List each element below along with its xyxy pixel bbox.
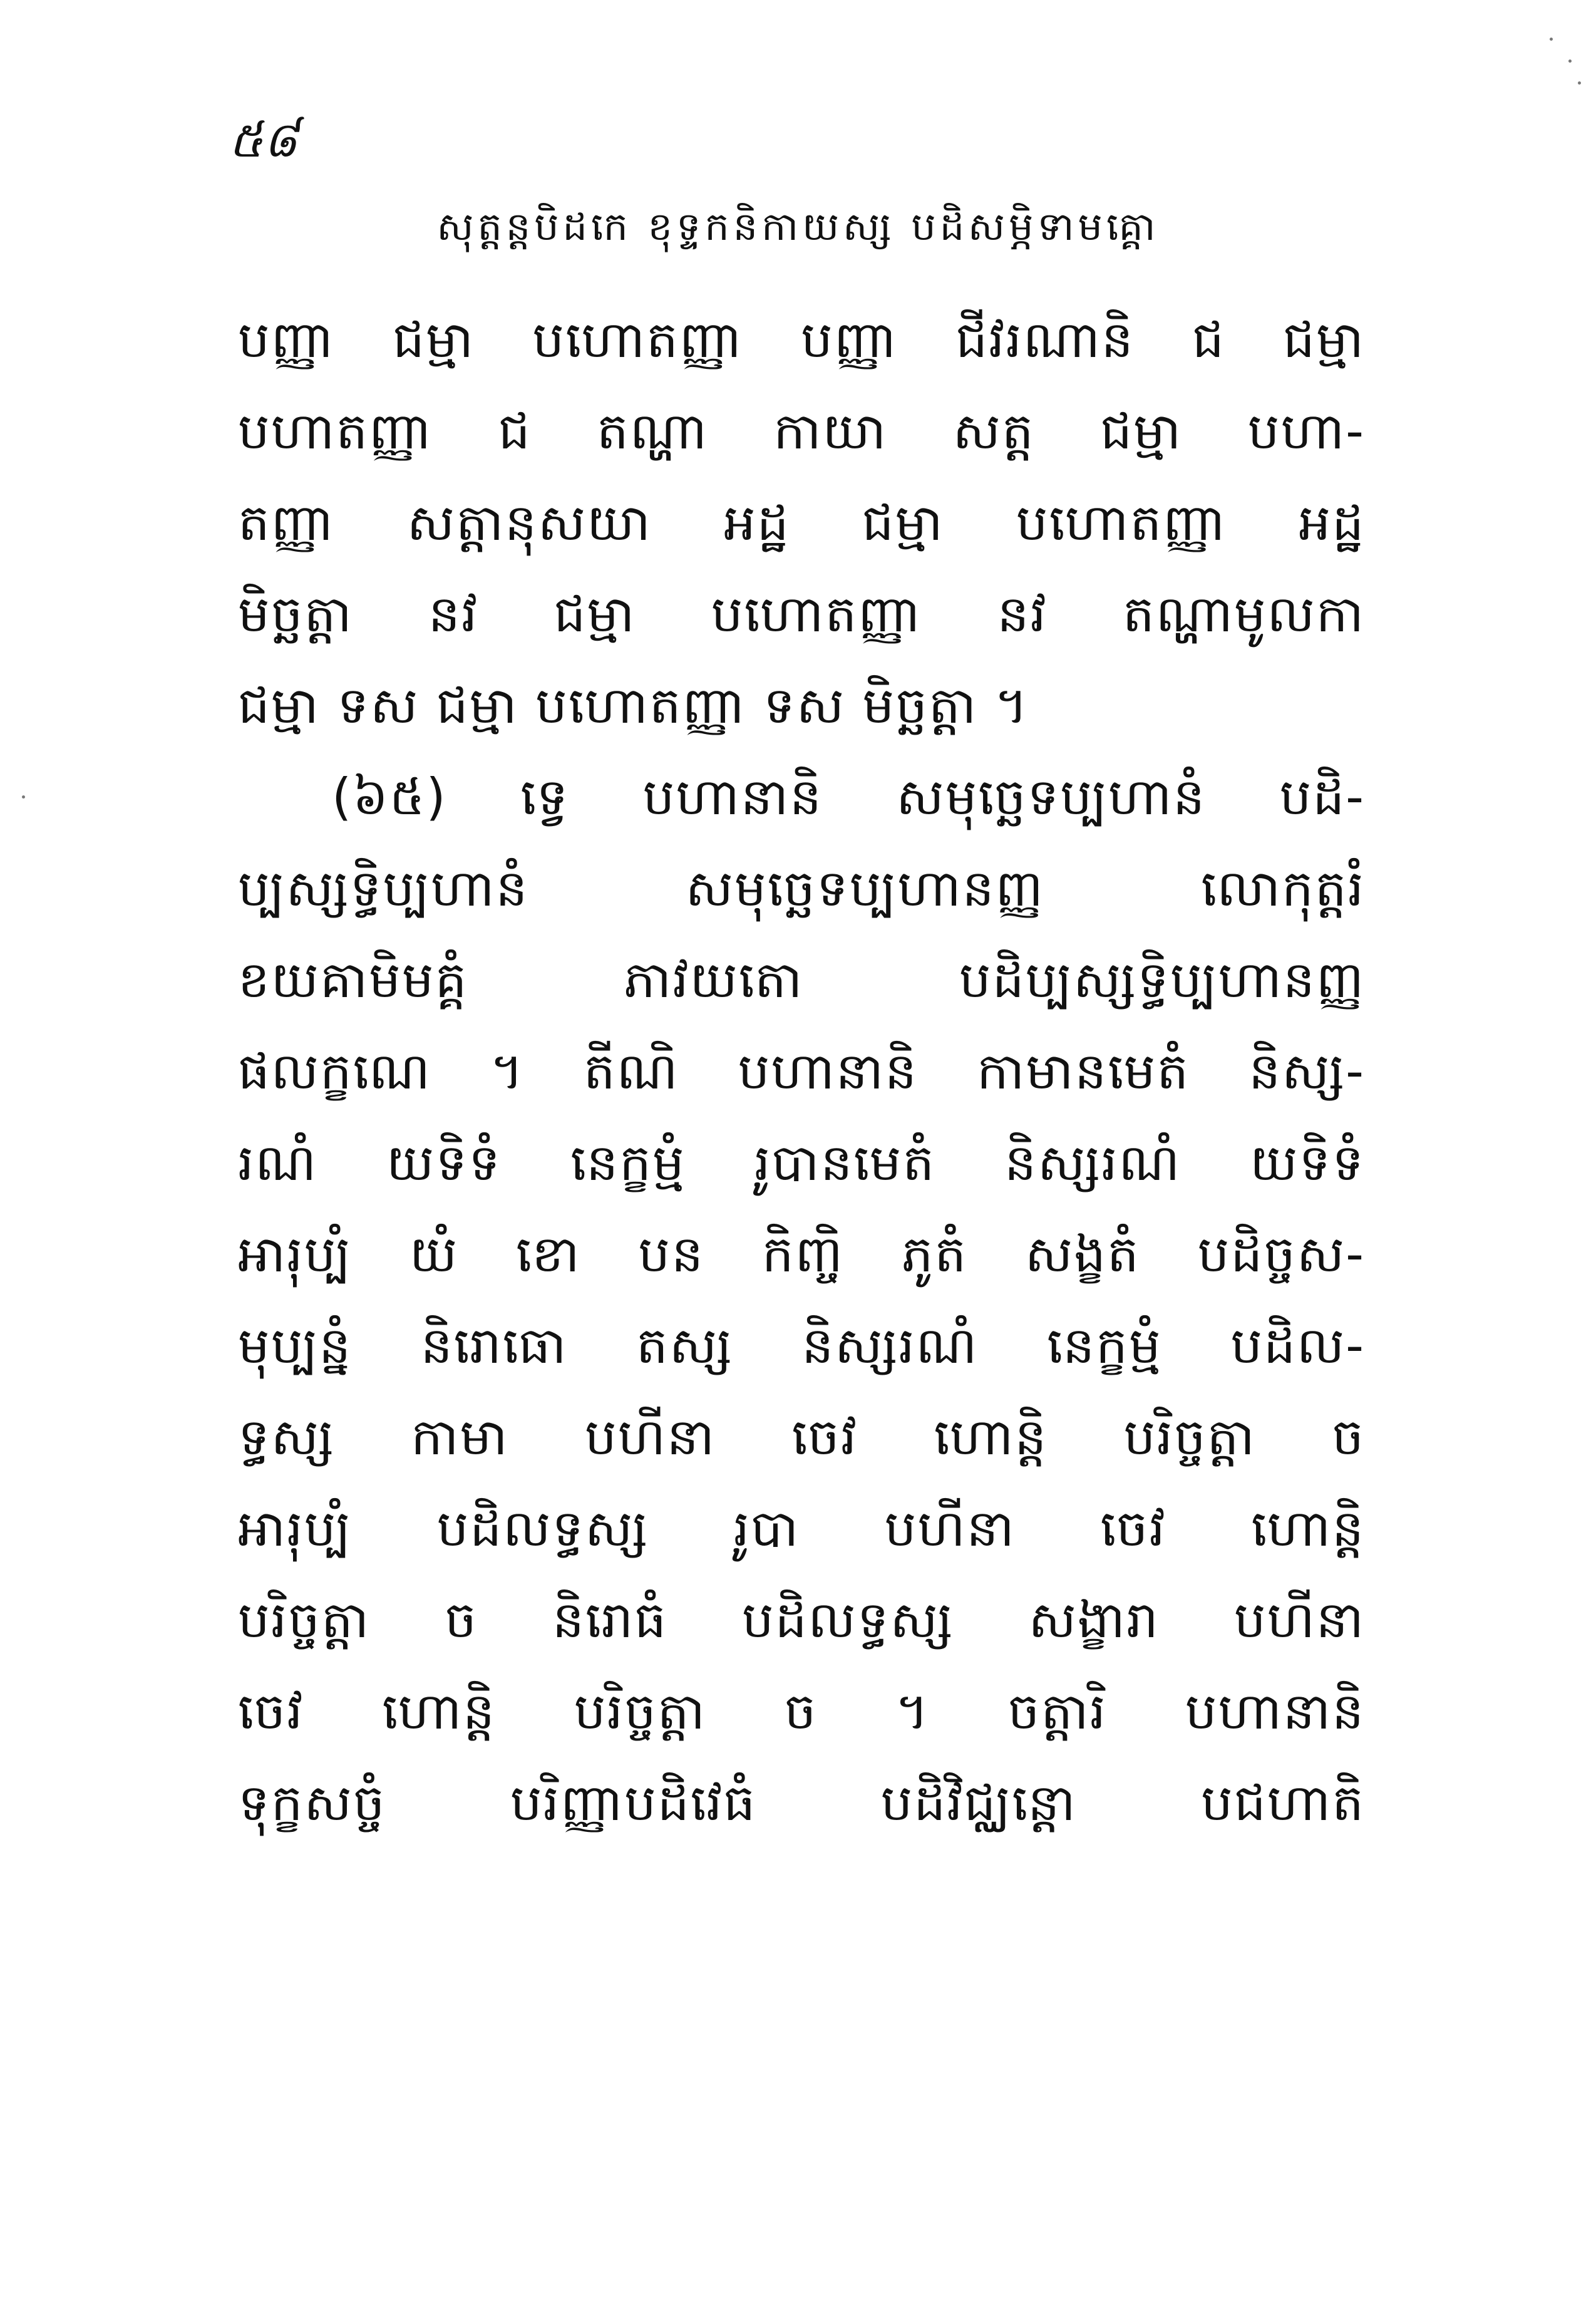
text-line: អារុប្បំ យំ ខោ បន កិញ្ចិ ភូតំ សង្ខតំ បដិច្ចស- [238,1225,1365,1283]
text-line: ផលក្ខណេ ។ តីណិ បហានានិ កាមានមេតំ និស្ស- [238,1042,1365,1100]
text-line: ទ្ធស្ស កាមា បហីនា ចេវ ហោន្តិ បរិច្ចត្តា ច [238,1408,1365,1466]
scan-speck [22,795,25,799]
text-line: ទុក្ខសច្ចំ បរិញ្ញាបដិវេធំ បដិវិជ្ឈន្តោ បជហាតិ [238,1774,1365,1832]
scan-speck [1568,59,1572,63]
body-text [238,294,1365,1849]
text-line: បញ្ញា ជម្មា បហោតញ្ញា បញ្ញា ជីវរណានិ ជ ជម្មា [238,311,1365,369]
text-line: ចេវ ហោន្តិ បរិច្ចត្តា ច ។ ចត្តារិ បហានានិ [238,1682,1365,1740]
text-line: ប្បស្សទ្ធិប្បហានំ សមុច្ឆេទប្បហានញ្ញ លោកុត្តរំ [238,859,1365,918]
scan-speck [1550,38,1553,41]
text-line: ខយគាមិមគ្គំ ភាវយតោ បដិប្បស្សទ្ធិប្បហានញ្ញ [238,951,1365,1009]
text-line: មុប្បន្នំ និរោធោ តស្ស និស្សរណំ នេក្ខម្មំ បដិល- [238,1316,1365,1375]
page-number: ៥៨ [229,112,298,168]
text-line: បរិច្ចត្តា ច និរោធំ បដិលទ្ធស្ស សង្ខារា បហីនា [238,1591,1365,1649]
paragraph-start-line: (៦៥) ទ្វេ បហានានិ សមុច្ឆេទប្បហានំ បដិ- [332,768,1365,826]
text-line: បហាតញ្ញា ជ តណ្ហា កាយា សត្ត ជម្មា បហា- [238,402,1365,460]
text-line: ជម្មា ទស ជម្មា បហោតញ្ញា ទស មិច្ឆត្តា ។ [238,676,1029,735]
text-line: តញ្ញា សត្តានុសយា អដ្ឋ ជម្មា បហោតញ្ញា អដ្ឋ [238,494,1365,552]
text-line: រណំ យទិទំ នេក្ខម្មំ រូបានមេតំ និស្សរណំ យទិទំ [238,1134,1365,1192]
scan-speck [1578,81,1581,85]
running-header: សុត្តន្តបិដកេ ខុទ្ទកនិកាយស្ស បដិសម្ភិទាមគ្គោ [436,204,1160,249]
text-line: អារុប្បំ បដិលទ្ធស្ស រូបា បហីនា ចេវ ហោន្តិ [238,1499,1365,1558]
text-line: មិច្ឆត្តា នវ ជម្មា បហោតញ្ញា នវ តណ្ហាមូលកា [238,585,1365,643]
